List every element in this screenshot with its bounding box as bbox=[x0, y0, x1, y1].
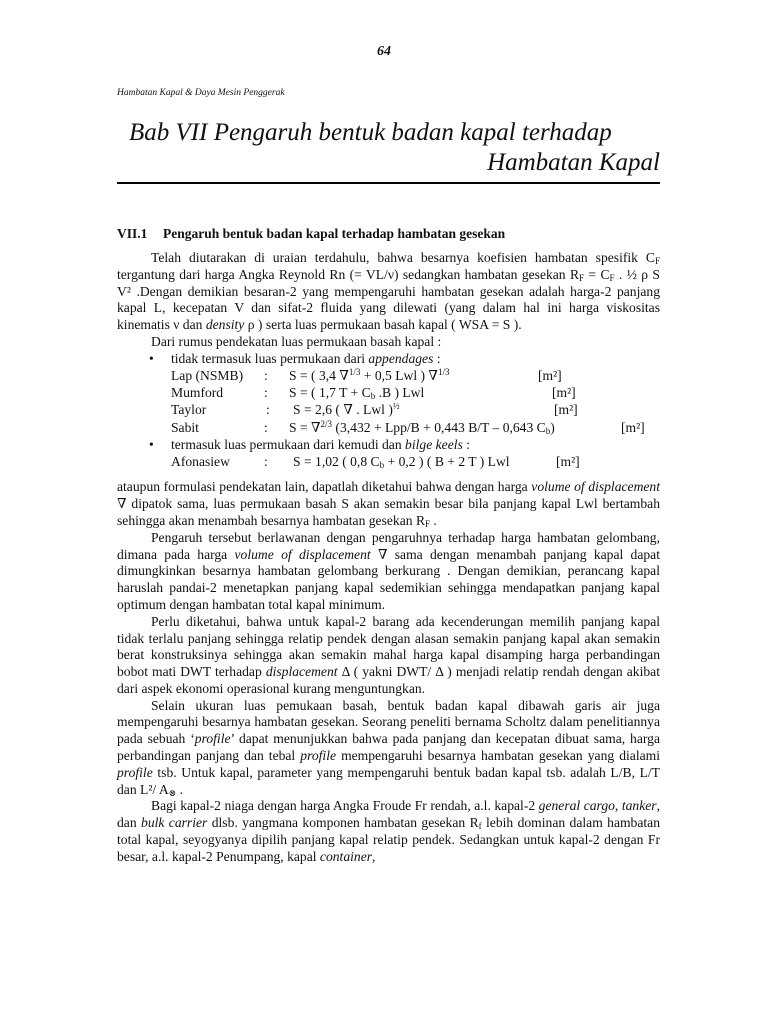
formula-taylor: Taylor : S = 2,6 ( ∇ . Lwl )$^{\frac{1}{2}}$ [m²] bbox=[171, 401, 578, 418]
formula-afonasiew: Afonasiew : S = 1,02 ( 0,8 $C_b + 0,2$ ) ( B + 2 T ) Lwl [m²] bbox=[171, 453, 580, 470]
formula-sabit: Sabit : S = ∇$^{2/3}$ (3,432 + Lpp/B + 0,443 B/T – 0,643 $C_b$) [m²] bbox=[171, 418, 645, 436]
page-number: 64 bbox=[377, 44, 391, 59]
chapter-title-line1: Bab VII Pengaruh bentuk badan kapal terhadap bbox=[129, 119, 612, 146]
paragraph-7: Bagi kapal-2 niaga dengan harga Angka Froude Fr rendah, a.l. kapal-2 general cargo, tanker, dan bulk carrier dlsb. yangmana komponen hambatan gesekan $R_f$ lebih dominan dalam hambatan total kapal, seyogyanya dipilih panjang kapal relatip pendek. Sedangkan untuk kapal-2 dengan Fr besar, a.l. kapal-2 Penumpang, kapal container, bbox=[117, 798, 660, 864]
section-title: Pengaruh bentuk badan kapal terhadap hambatan gesekan bbox=[163, 226, 506, 241]
formula-mumford: Mumford : S = ( 1,7 $T + C_b$ .B ) Lwl [m²] bbox=[171, 384, 576, 401]
paragraph-3: ataupun formulasi pendekatan lain, dapatlah diketahui bahwa dengan harga volume of displacement ∇ dipatok sama, luas permukaan basah S akan semakin besar bila panjang kapal Lwl bertambah sehingga akan menambah besarnya hambatan gesekan $R_F$ . bbox=[117, 479, 660, 529]
paragraph-1: Telah diutarakan di uraian terdahulu, bahwa besarnya koefisien hambatan spesifik $C_F$ tergantung dari harga Angka Reynold Rn (= VL/ν) sedangkan hambatan gesekan $R_F = C_F$ . ½ ρ S V² .Dengan demikian besaran-2 yang mempengaruhi hambatan gesekan adalah harga-2 panjang kapal L, kecepatan V dan sifat-2 fluida yang dilewati (yang dalam hal ini harga viskositas kinematis ν dan density ρ ) serta luas permukaan basah kapal ( WSA = S ). bbox=[117, 250, 660, 333]
paragraph-6: Selain ukuran luas pemukaan basah, bentuk badan kapal dibawah garis air juga mempengaruhi besarnya hambatan gesekan. Seorang peneliti bernama Scholtz dalam penelitiannya pada sebuah ‘profile’ dapat menunjukkan bahwa pada panjang dan kecepatan dibuat sama, harga perbandingan panjang dan tebal profile mempengaruhi besarnya hambatan gesekan yang dialami profile tsb. Untuk kapal, parameter yang mempengaruhi bentuk badan kapal tsb. adalah L/B, L/T dan L²/ $A_\otimes$ . bbox=[117, 697, 660, 798]
bullet-item-2: • termasuk luas permukaan dari kemudi dan bilge keels : bbox=[117, 437, 660, 454]
paragraph-4: Pengaruh tersebut berlawanan dengan pengaruhnya terhadap harga hambatan gelombang, dimana pada harga volume of displacement ∇ sama dengan menambah panjang kapal dapat dimungkinkan besarnya hambatan gelombang berkurang . Dengan demikian, perancang kapal haruslah pandai-2 menetapkan panjang kapal sedemikian sehingga mendapatkan panjang kapal optimum dengan hambatan total kapal minimum. bbox=[117, 529, 660, 612]
paragraph-5: Perlu diketahui, bahwa untuk kapal-2 barang ada kecenderungan memilih panjang kapal tidak terlalu panjang sehingga relatip pendek dengan alasan semakin panjang kapal akan semakin berat konstruksinya sehingga akan semakin mahal harga kapal disamping harga perbandingan bobot mati DWT terhadap displacement Δ ( yakni DWT/ Δ ) menjadi relatip rendah dengan akibat dari aspek ekonomi operasional kurang menguntungkan. bbox=[117, 613, 660, 696]
body-text bbox=[117, 250, 660, 866]
running-header: Hambatan Kapal & Daya Mesin Penggerak bbox=[117, 88, 285, 98]
section-number: VII.1 bbox=[117, 226, 148, 241]
formula-lap-nsmb: Lap (NSMB) : S = ( 3,4 ∇$^{1/3}$ + 0,5 Lwl ) ∇$^{1/3}$ [m²] bbox=[171, 366, 562, 383]
chapter-title-line2: Hambatan Kapal bbox=[487, 149, 660, 176]
section-heading bbox=[117, 226, 505, 242]
formula-list bbox=[117, 368, 660, 438]
chapter-title bbox=[117, 118, 660, 184]
bullet-item-1: • tidak termasuk luas permukaan dari appendages : bbox=[117, 351, 660, 368]
paragraph-2: Dari rumus pendekatan luas permukaan basah kapal : bbox=[151, 333, 442, 349]
